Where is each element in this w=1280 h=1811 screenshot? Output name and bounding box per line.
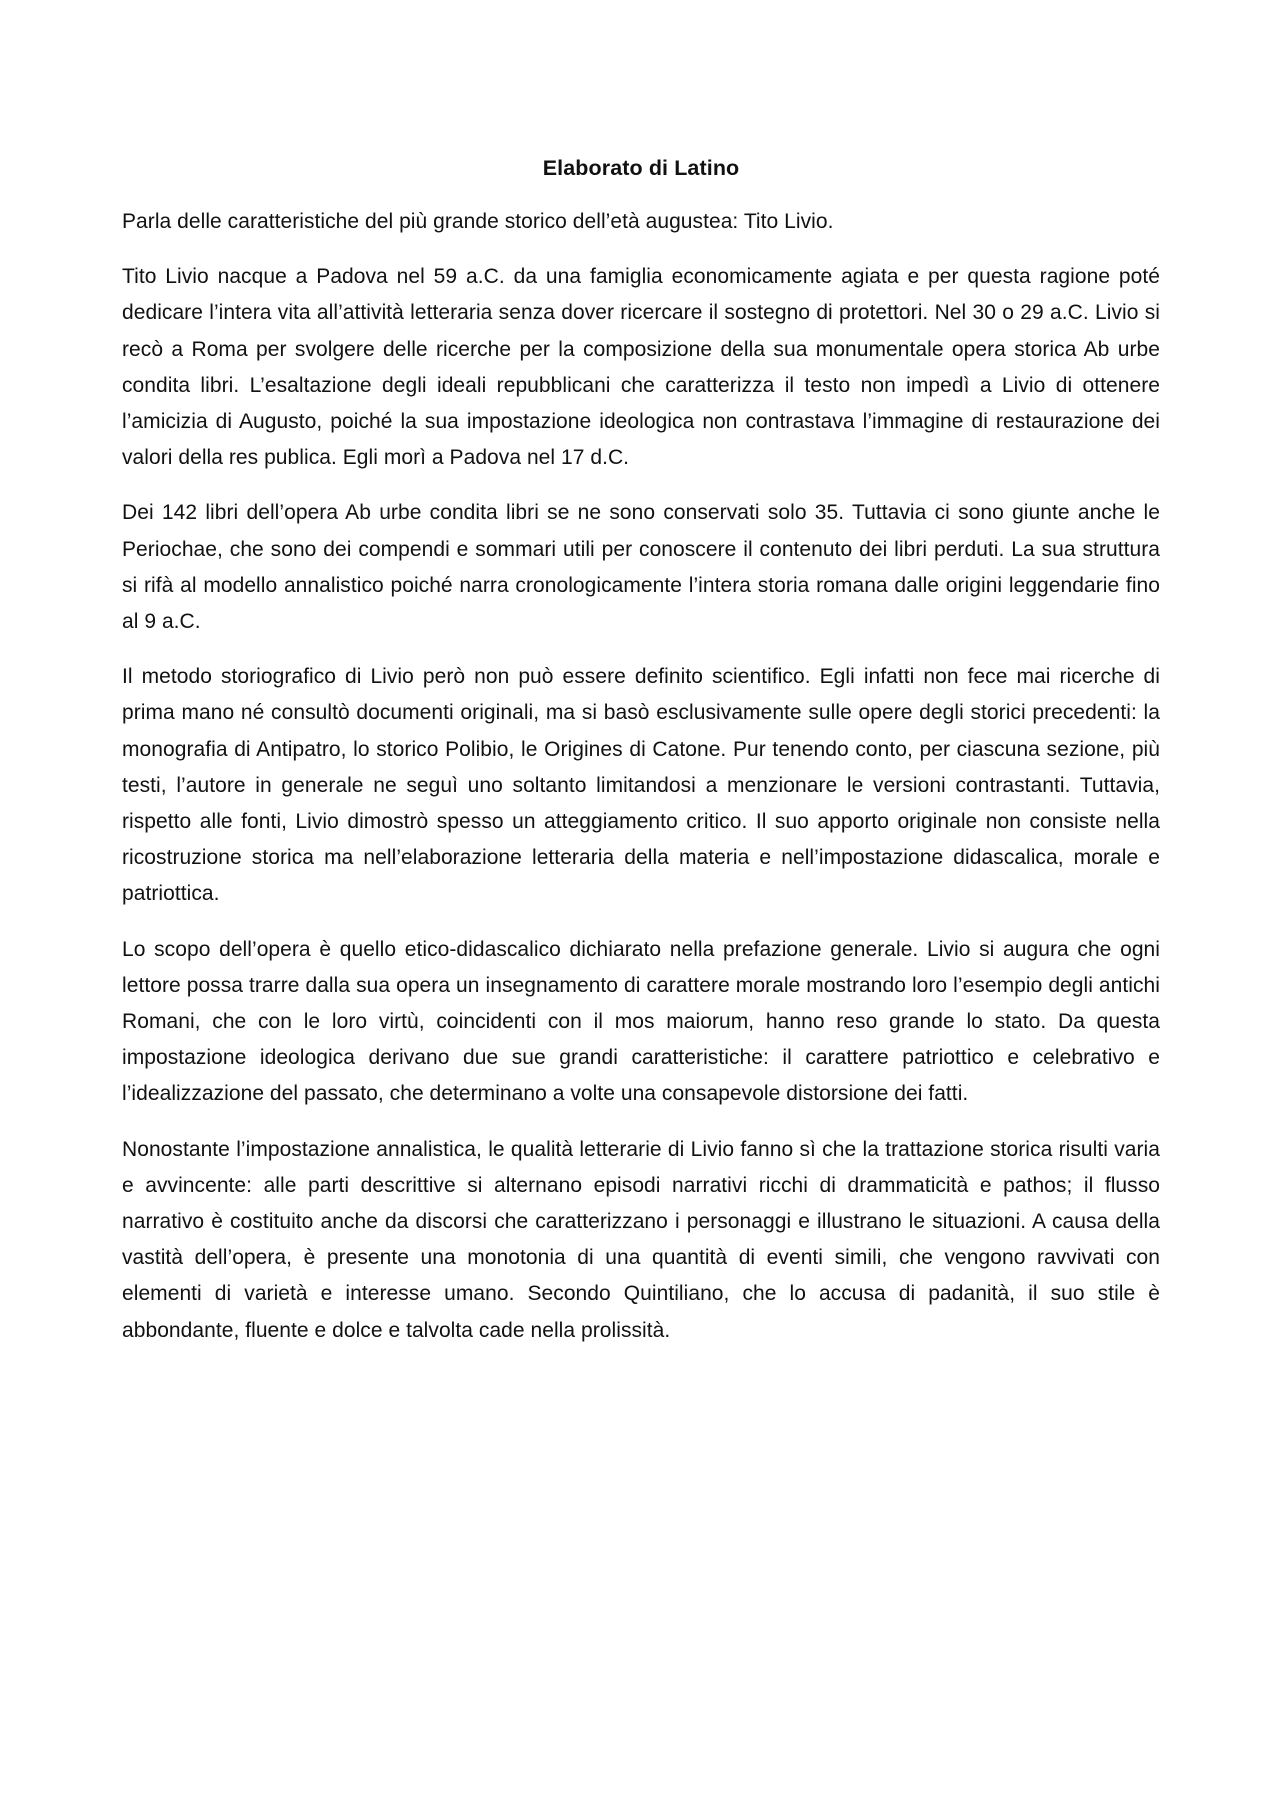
paragraph-biography: Tito Livio nacque a Padova nel 59 a.C. da una famiglia economicamente agiata e per questa ragione poté dedicare l’intera vita all’attività letteraria senza dover ricercare il sostegno di protettori. Nel 30 o 29 a.C. Livio si recò a Roma per svolgere delle ricerche per la composizione della sua monumentale opera storica Ab urbe condita libri. L’esaltazione degli ideali repubblicani che caratterizza il testo non impedì a Livio di ottenere l’amicizia di Augusto, poiché la sua impostazione ideologica non contrastava l’immagine di restaurazione dei valori della res publica. Egli morì a Padova nel 17 d.C. xyxy=(122,265,1160,470)
paragraph-purpose: Lo scopo dell’opera è quello etico-didascalico dichiarato nella prefazione generale. Livio si augura che ogni lettore possa trarre dalla sua opera un insegnamento di carattere morale mostrando loro l’esempio degli antichi Romani, che con le loro virtù, coincidenti con il mos maiorum, hanno reso grande lo stato. Da questa impostazione ideologica derivano due sue grandi caratteristiche: il carattere patriottico e celebrativo e l’idealizzazione del passato, che determinano a volte una consapevole distorsione dei fatti. xyxy=(122,937,1160,1106)
paragraph-method: Il metodo storiografico di Livio però non può essere definito scientifico. Egli infatti non fece mai ricerche di prima mano né consultò documenti originali, ma si basò esclusivamente sulle opere degli storici precedenti: la monografia di Antipatro, lo storico Polibio, le Origines di Catone. Pur tenendo conto, per ciascuna sezione, più testi, l’autore in generale ne seguì uno soltanto limitandosi a menzionare le versioni contrastanti. Tuttavia, rispetto alle fonti, Livio dimostrò spesso un atteggiamento critico. Il suo apporto originale non consiste nella ricostruzione storica ma nell’elaborazione letteraria della materia e nell’impostazione didascalica, morale e patriottica. xyxy=(122,665,1160,906)
paragraph-work-structure: Dei 142 libri dell’opera Ab urbe condita libri se ne sono conservati solo 35. Tuttavia ci sono giunte anche le Periochae, che sono dei compendi e sommari utili per conoscere il contenuto dei libri perduti. La sua struttura si rifà al modello annalistico poiché narra cronologicamente l’intera storia romana dalle origini leggendarie fino al 9 a.C. xyxy=(122,501,1160,634)
document-title: Elaborato di Latino xyxy=(542,156,740,180)
paragraph-style: Nonostante l’impostazione annalistica, le qualità letterarie di Livio fanno sì che la trattazione storica risulti varia e avvincente: alle parti descrittive si alternano episodi narrativi ricchi di drammaticità e pathos; il flusso narrativo è costituito anche da discorsi che caratterizzano i personaggi e illustrano le situazioni. A causa della vastità dell’opera, è presente una monotonia di una quantità di eventi simili, che vengono ravvivati con elementi di varietà e interesse umano. Secondo Quintiliano, che lo accusa di padanità, il suo stile è abbondante, fluente e dolce e talvolta cade nella prolissità. xyxy=(122,1137,1160,1342)
document-page xyxy=(122,150,1160,1368)
question-paragraph: Parla delle caratteristiche del più grande storico dell’età augustea: Tito Livio. xyxy=(122,210,834,233)
